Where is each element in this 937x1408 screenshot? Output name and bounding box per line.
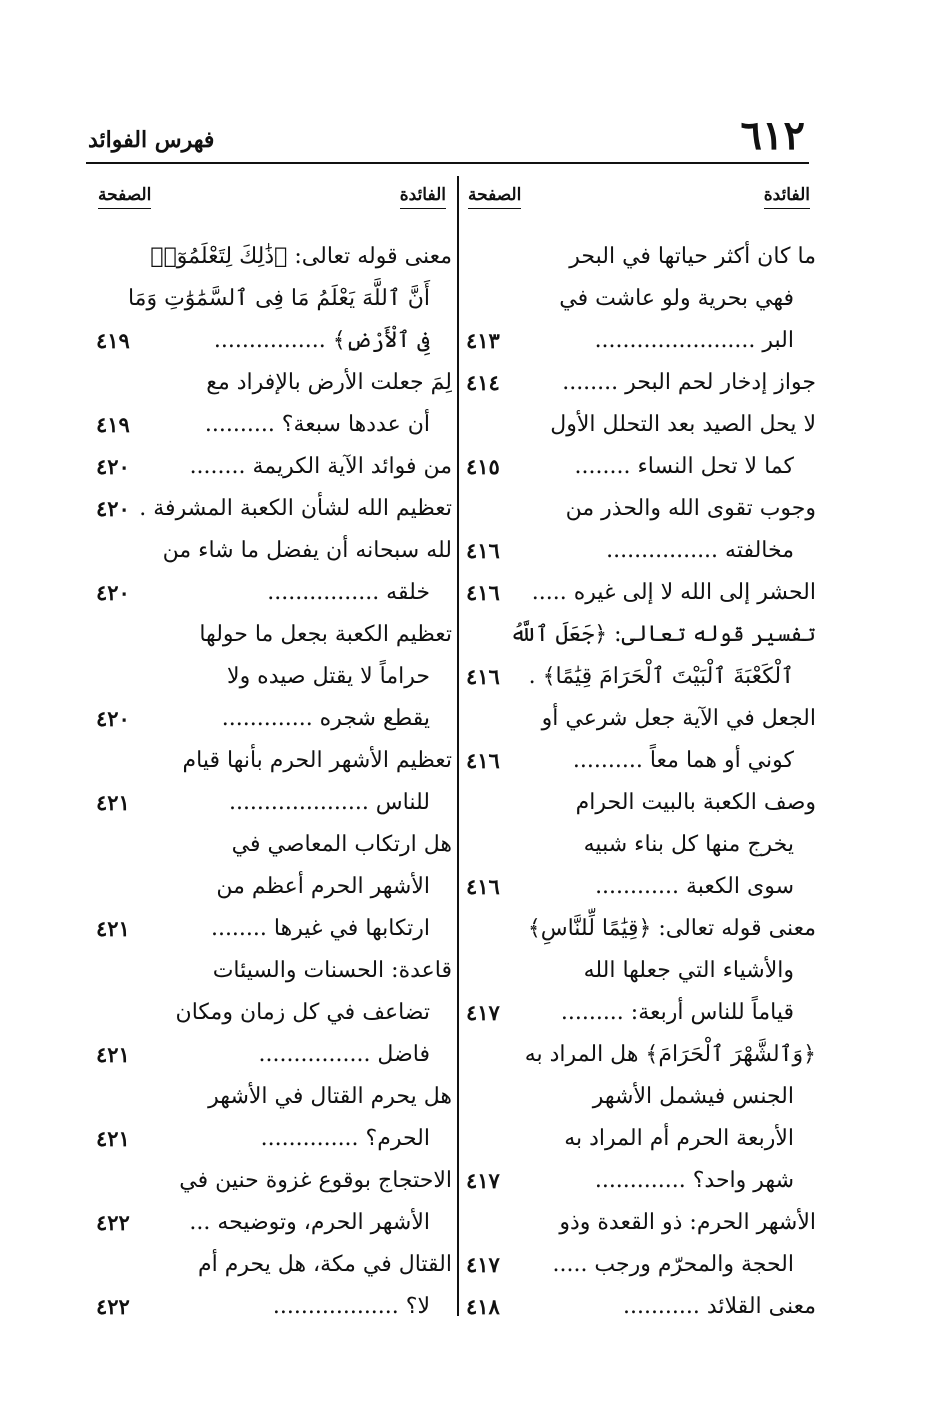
entry-page-number: ٤٢٢ bbox=[96, 1286, 136, 1328]
entry-text: البر ....................... bbox=[594, 328, 794, 353]
entry-text: القتال في مكة، هل يحرم أم bbox=[198, 1252, 452, 1277]
index-entry bbox=[92, 824, 452, 950]
index-entry bbox=[92, 614, 452, 740]
entry-line bbox=[462, 362, 816, 404]
entry-page-number: ٤١٦ bbox=[466, 572, 506, 614]
index-entry bbox=[462, 782, 816, 908]
entry-text: لا يحل الصيد بعد التحلل الأول bbox=[550, 412, 816, 437]
entry-text: من فوائد الآية الكريمة ........ bbox=[189, 454, 452, 479]
heading-topic: الفائدة bbox=[764, 182, 810, 209]
entry-text: تعظيم الله لشأن الكعبة المشرفة . bbox=[139, 496, 452, 521]
entry-page-number: ٤٢١ bbox=[96, 782, 136, 824]
heading-page: الصفحة bbox=[468, 182, 521, 209]
entry-line bbox=[92, 866, 452, 908]
entry-text: الجعل في الآية جعل شرعي أو bbox=[541, 706, 816, 731]
entry-text: تعظيم الأشهر الحرم بأنها قيام bbox=[182, 748, 452, 773]
entry-line bbox=[462, 530, 816, 572]
entry-text: معنى القلائد ........... bbox=[622, 1294, 816, 1319]
entry-text: ﴿وَٱلشَّهْرَ ٱلْحَرَامَ﴾ هل المراد به bbox=[524, 1042, 816, 1067]
entry-text: الجنس فيشمل الأشهر bbox=[592, 1084, 794, 1109]
entry-line bbox=[462, 698, 816, 740]
entry-text: يخرج منها كل بناء شبيه bbox=[583, 832, 794, 857]
index-entry bbox=[462, 488, 816, 572]
entry-text: كما لا تحل النساء ........ bbox=[574, 454, 794, 479]
entry-line bbox=[92, 320, 452, 362]
entry-line bbox=[462, 1034, 816, 1076]
entry-text: معنى قوله تعالى: ﴿قِيَٰمًا لِّلنَّاسِ﴾ bbox=[527, 916, 816, 941]
entry-line bbox=[92, 1202, 452, 1244]
entry-line bbox=[462, 824, 816, 866]
entry-text: والأشياء التي جعلها الله bbox=[583, 958, 794, 983]
entry-page-number: ٤١٦ bbox=[466, 530, 506, 572]
entry-page-number: ٤١٥ bbox=[466, 446, 506, 488]
index-entry bbox=[462, 404, 816, 488]
index-column-left bbox=[92, 182, 452, 1328]
entry-text: فهي بحرية ولو عاشت في bbox=[559, 286, 794, 311]
entry-page-number: ٤١٩ bbox=[96, 320, 136, 362]
index-entry bbox=[92, 488, 452, 530]
entry-line bbox=[92, 446, 452, 488]
entry-text: لا؟ .................. bbox=[272, 1294, 430, 1319]
entry-line bbox=[462, 320, 816, 362]
page-header bbox=[88, 112, 805, 160]
index-entry bbox=[462, 614, 816, 698]
entry-line bbox=[92, 278, 452, 320]
entry-line bbox=[462, 866, 816, 908]
entry-page-number: ٤٢٢ bbox=[96, 1202, 136, 1244]
entry-text: شهر واحد؟ ............. bbox=[594, 1168, 794, 1193]
entry-page-number: ٤١٧ bbox=[466, 1244, 506, 1286]
entry-page-number: ٤١٦ bbox=[466, 866, 506, 908]
entry-line bbox=[462, 656, 816, 698]
index-entry bbox=[92, 530, 452, 614]
entry-page-number: ٤٢١ bbox=[96, 1118, 136, 1160]
entry-text: هل ارتكاب المعاصي في bbox=[231, 832, 452, 857]
index-entries bbox=[462, 236, 816, 1328]
entry-text: لله سبحانه أن يفضل ما شاء من bbox=[162, 538, 452, 563]
entry-text: ارتكابها في غيرها ........ bbox=[210, 916, 430, 941]
entry-line bbox=[462, 404, 816, 446]
entry-text: قياماً للناس أربعة: ......... bbox=[560, 1000, 794, 1025]
entry-text: تفسير قوله تعالى: ﴿جَعَلَ ٱللَّهُ bbox=[509, 622, 816, 647]
entry-page-number: ٤٢٠ bbox=[96, 572, 136, 614]
index-entry bbox=[92, 1244, 452, 1328]
entry-text: الأشهر الحرم أعظم من bbox=[216, 874, 430, 899]
entry-text: الحرم؟ .............. bbox=[260, 1126, 430, 1151]
heading-page: الصفحة bbox=[98, 182, 151, 209]
entry-line bbox=[92, 1034, 452, 1076]
entry-line bbox=[462, 1202, 816, 1244]
entry-text: ٱلْكَعْبَةَ ٱلْبَيْتَ ٱلْحَرَامَ قِيَٰمًا﴾ . bbox=[528, 664, 794, 689]
entry-line bbox=[462, 1244, 816, 1286]
entry-page-number: ٤١٨ bbox=[466, 1286, 506, 1328]
header-rule bbox=[86, 162, 809, 164]
entry-line bbox=[92, 908, 452, 950]
entry-page-number: ٤١٧ bbox=[466, 992, 506, 1034]
entry-line bbox=[92, 236, 452, 278]
running-title: فهرس الفوائد bbox=[88, 127, 215, 153]
index-entry bbox=[92, 362, 452, 446]
entry-line bbox=[92, 782, 452, 824]
entry-line bbox=[92, 824, 452, 866]
entry-line bbox=[92, 1118, 452, 1160]
entry-text: قاعدة: الحسنات والسيئات bbox=[212, 958, 452, 983]
entry-line bbox=[462, 908, 816, 950]
entry-text: فاضل ................ bbox=[258, 1042, 430, 1067]
entry-page-number: ٤٢١ bbox=[96, 1034, 136, 1076]
index-entry bbox=[92, 236, 452, 362]
entry-text: الاحتجاج بوقوع غزوة حنين في bbox=[179, 1168, 452, 1193]
entry-page-number: ٤٢١ bbox=[96, 908, 136, 950]
index-column-right bbox=[462, 182, 816, 1328]
entry-line bbox=[462, 782, 816, 824]
entry-line bbox=[462, 1076, 816, 1118]
entry-text: يقطع شجره ............. bbox=[221, 706, 430, 731]
entry-page-number: ٤١٦ bbox=[466, 740, 506, 782]
entry-text: الحجة والمحرّم ورجب ..... bbox=[552, 1252, 794, 1277]
entry-text: تضاعف في كل زمان ومكان bbox=[175, 1000, 430, 1025]
entry-line bbox=[92, 1076, 452, 1118]
entry-text: خلقه ................ bbox=[267, 580, 430, 605]
entry-text: فِى ٱلْأَرْضِ﴾ ................ bbox=[213, 328, 430, 353]
entry-text: الحشر إلى الله لا إلى غيره ..... bbox=[531, 580, 816, 605]
entry-line bbox=[462, 236, 816, 278]
column-divider bbox=[457, 176, 459, 1316]
entry-line bbox=[462, 992, 816, 1034]
entry-line bbox=[462, 488, 816, 530]
entry-line bbox=[462, 278, 816, 320]
column-heading bbox=[92, 182, 452, 214]
entry-line bbox=[462, 740, 816, 782]
index-entry bbox=[462, 572, 816, 614]
index-entry bbox=[92, 740, 452, 824]
entry-text: سوى الكعبة ............ bbox=[595, 874, 794, 899]
entry-page-number: ٤٢٠ bbox=[96, 488, 136, 530]
entry-text: أَنَّ ٱللَّهَ يَعْلَمُ مَا فِى ٱلسَّمَٰوَٰتِ وَمَا bbox=[127, 286, 430, 311]
entry-page-number: ٤١٦ bbox=[466, 656, 506, 698]
entry-line bbox=[462, 614, 816, 656]
entry-text: الأشهر الحرم، وتوضيحه ... bbox=[189, 1210, 430, 1235]
entry-text: كوني أو هما معاً .......... bbox=[572, 748, 794, 773]
index-entry bbox=[92, 1160, 452, 1244]
index-entry bbox=[462, 908, 816, 1034]
index-entry bbox=[462, 236, 816, 362]
entry-page-number: ٤١٣ bbox=[466, 320, 506, 362]
entry-text: مخالفته ................ bbox=[606, 538, 794, 563]
entry-line bbox=[92, 572, 452, 614]
index-entry bbox=[462, 1034, 816, 1202]
entry-page-number: ٤٢٠ bbox=[96, 698, 136, 740]
index-entry bbox=[462, 1286, 816, 1328]
index-entries bbox=[92, 236, 452, 1328]
entry-line bbox=[92, 1244, 452, 1286]
entry-line bbox=[462, 1160, 816, 1202]
entry-line bbox=[462, 572, 816, 614]
column-heading bbox=[462, 182, 816, 214]
entry-line bbox=[92, 362, 452, 404]
entry-line bbox=[462, 950, 816, 992]
entry-line bbox=[92, 740, 452, 782]
index-entry bbox=[92, 950, 452, 1076]
index-entry bbox=[92, 1076, 452, 1160]
heading-topic: الفائدة bbox=[400, 182, 446, 209]
entry-text: ما كان أكثر حياتها في البحر bbox=[569, 244, 816, 269]
entry-line bbox=[462, 1118, 816, 1160]
entry-text: هل يحرم القتال في الأشهر bbox=[208, 1084, 452, 1109]
entry-text: معنى قوله تعالى: ﴿ذَٰلِكَ لِتَعْلَمُوٓا۟ bbox=[150, 244, 452, 269]
entry-text: الأشهر الحرم: ذو القعدة وذو bbox=[559, 1210, 816, 1235]
entry-line bbox=[92, 656, 452, 698]
entry-line bbox=[92, 950, 452, 992]
entry-line bbox=[92, 1286, 452, 1328]
entry-line bbox=[92, 614, 452, 656]
entry-line bbox=[462, 1286, 816, 1328]
entry-text: حراماً لا يقتل صيده ولا bbox=[227, 664, 430, 689]
index-entry bbox=[462, 1202, 816, 1286]
entry-line bbox=[92, 698, 452, 740]
entry-text: لِمَ جعلت الأرض بالإفراد مع bbox=[206, 370, 452, 395]
page-number: ٦١٢ bbox=[740, 112, 805, 159]
entry-line bbox=[92, 992, 452, 1034]
entry-line bbox=[92, 530, 452, 572]
entry-page-number: ٤١٤ bbox=[466, 362, 506, 404]
entry-text: وصف الكعبة بالبيت الحرام bbox=[575, 790, 816, 815]
entry-line bbox=[92, 488, 452, 530]
entry-text: وجوب تقوى الله والحذر من bbox=[565, 496, 816, 521]
entry-text: الأربعة الحرم أم المراد به bbox=[564, 1126, 794, 1151]
entry-line bbox=[92, 1160, 452, 1202]
entry-text: أن عددها سبعة؟ .......... bbox=[204, 412, 430, 437]
entry-page-number: ٤١٧ bbox=[466, 1160, 506, 1202]
entry-text: جواز إدخار لحم البحر ........ bbox=[562, 370, 816, 395]
index-entry bbox=[462, 698, 816, 782]
entry-page-number: ٤١٩ bbox=[96, 404, 136, 446]
entry-text: للناس .................... bbox=[228, 790, 430, 815]
index-entry bbox=[462, 362, 816, 404]
entry-line bbox=[462, 446, 816, 488]
entry-page-number: ٤٢٠ bbox=[96, 446, 136, 488]
index-entry bbox=[92, 446, 452, 488]
entry-text: تعظيم الكعبة بجعل ما حولها bbox=[199, 622, 452, 647]
entry-line bbox=[92, 404, 452, 446]
